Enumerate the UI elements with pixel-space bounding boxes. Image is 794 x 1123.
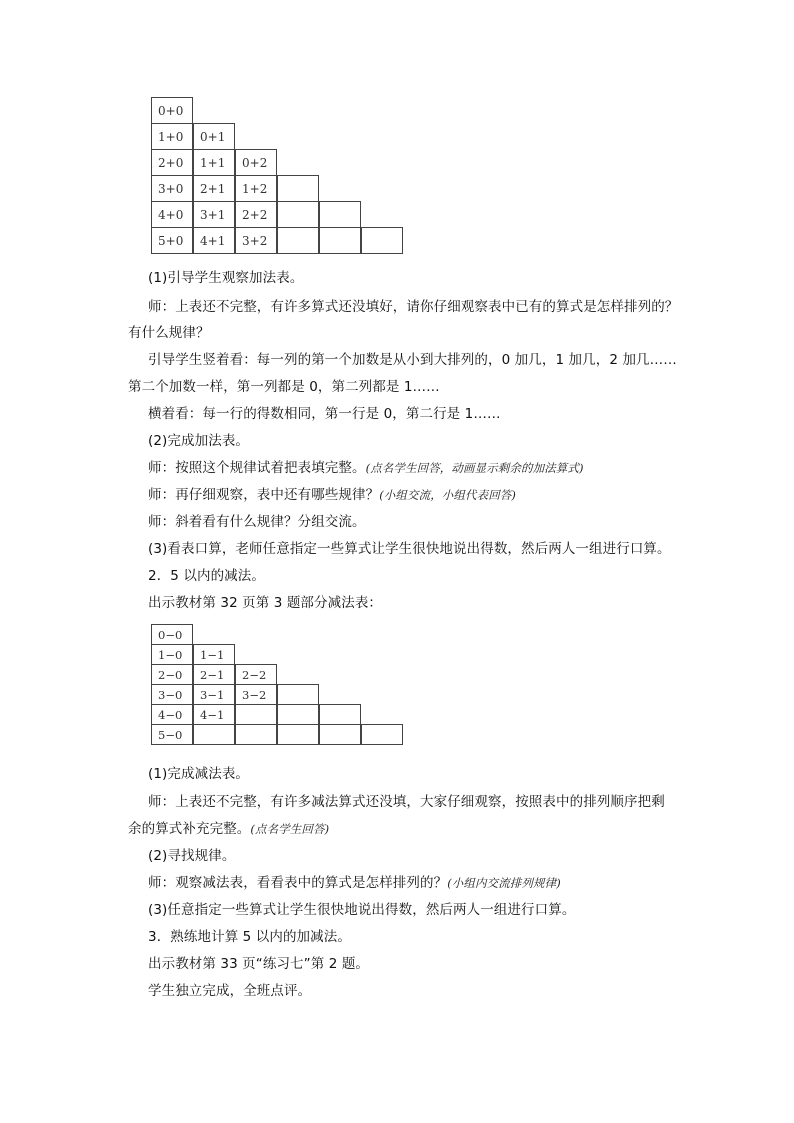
paragraph: (2)寻找规律。: [148, 848, 236, 864]
paragraph: [148, 873, 561, 893]
paragraph: 师：上表还不完整，有许多算式还没填好，请你仔细观察表中已有的算式是怎样排列的？: [148, 299, 679, 315]
table-cell: 1−1: [193, 644, 235, 665]
table-cell: 4+0: [151, 201, 193, 228]
table-cell: [319, 201, 361, 228]
table-cell: [277, 704, 319, 725]
table-cell: 4−0: [151, 704, 193, 725]
table-cell: 5+0: [151, 227, 193, 254]
table-cell: 1−0: [151, 644, 193, 665]
table-cell: [361, 724, 403, 745]
table-cell: [277, 724, 319, 745]
teaching-note: (点名学生回答，动画显示剩余的加法算式): [365, 461, 584, 475]
table-cell: 2−0: [151, 664, 193, 685]
table-cell: 2+1: [193, 175, 235, 202]
paragraph-text: 余的算式补充完整。: [128, 821, 251, 837]
table-cell: [277, 175, 319, 202]
table-cell: [319, 227, 361, 254]
table-cell: 3+2: [235, 227, 277, 254]
table-cell: 0+0: [151, 97, 193, 124]
paragraph-text: 师：再仔细观察，表中还有哪些规律？: [148, 487, 380, 503]
section-heading: 2．5 以内的减法。: [148, 568, 265, 584]
paragraph: 有什么规律？: [128, 325, 210, 341]
paragraph: [128, 819, 329, 839]
paragraph: [148, 458, 584, 478]
table-cell: [277, 201, 319, 228]
table-cell: 3−0: [151, 684, 193, 705]
table-cell: 3−2: [235, 684, 277, 705]
paragraph: [148, 485, 516, 505]
paragraph: 出示教材第 33 页“练习七”第 2 题。: [148, 956, 370, 972]
paragraph-text: 师：观察减法表，看看表中的算式是怎样排列的？: [148, 875, 448, 891]
paragraph: (1)完成减法表。: [148, 766, 250, 782]
paragraph: 师：斜着看有什么规律？分组交流。: [148, 514, 366, 530]
table-cell: [319, 724, 361, 745]
paragraph: 第二个加数一样，第一列都是 0，第二列都是 1……: [128, 379, 440, 395]
paragraph: 横着看：每一行的得数相同，第一行是 0，第二行是 1……: [148, 406, 501, 422]
table-cell: [319, 704, 361, 725]
table-cell: 1+0: [151, 123, 193, 150]
table-cell: 3−1: [193, 684, 235, 705]
teaching-note: (点名学生回答): [250, 822, 330, 836]
table-cell: 0−0: [151, 624, 193, 645]
paragraph: 学生独立完成，全班点评。: [148, 983, 312, 999]
table-cell: 1+2: [235, 175, 277, 202]
table-cell: 0+2: [235, 149, 277, 176]
table-cell: [235, 704, 277, 725]
table-cell: 4−1: [193, 704, 235, 725]
paragraph: (2)完成加法表。: [148, 433, 250, 449]
table-cell: 3+1: [193, 201, 235, 228]
table-cell: [235, 724, 277, 745]
table-cell: 1+1: [193, 149, 235, 176]
paragraph: (3)任意指定一些算式让学生很快地说出得数，然后两人一组进行口算。: [148, 902, 576, 918]
table-cell: 2+2: [235, 201, 277, 228]
paragraph-text: 师：按照这个规律试着把表填完整。: [148, 460, 366, 476]
paragraph: 引导学生竖着看：每一列的第一个加数是从小到大排列的，0 加几，1 加几，2 加几……: [148, 352, 677, 368]
table-cell: [193, 724, 235, 745]
table-cell: 5−0: [151, 724, 193, 745]
section-heading: 3．熟练地计算 5 以内的加减法。: [148, 929, 351, 945]
teaching-note: (小组交流，小组代表回答): [379, 488, 516, 502]
paragraph: (1)引导学生观察加法表。: [148, 270, 304, 286]
table-cell: 2−1: [193, 664, 235, 685]
table-cell: 3+0: [151, 175, 193, 202]
table-cell: 2+0: [151, 149, 193, 176]
table-cell: 2−2: [235, 664, 277, 685]
table-cell: 4+1: [193, 227, 235, 254]
table-cell: 0+1: [193, 123, 235, 150]
paragraph: 师：上表还不完整，有许多减法算式还没填，大家仔细观察，按照表中的排列顺序把剩: [148, 794, 665, 810]
paragraph: (3)看表口算，老师任意指定一些算式让学生很快地说出得数，然后两人一组进行口算。: [148, 541, 671, 557]
table-cell: [277, 227, 319, 254]
table-cell: [361, 227, 403, 254]
table-cell: [277, 684, 319, 705]
paragraph: 出示教材第 32 页第 3 题部分减法表：: [148, 595, 383, 611]
teaching-note: (小组内交流排列规律): [447, 876, 561, 890]
